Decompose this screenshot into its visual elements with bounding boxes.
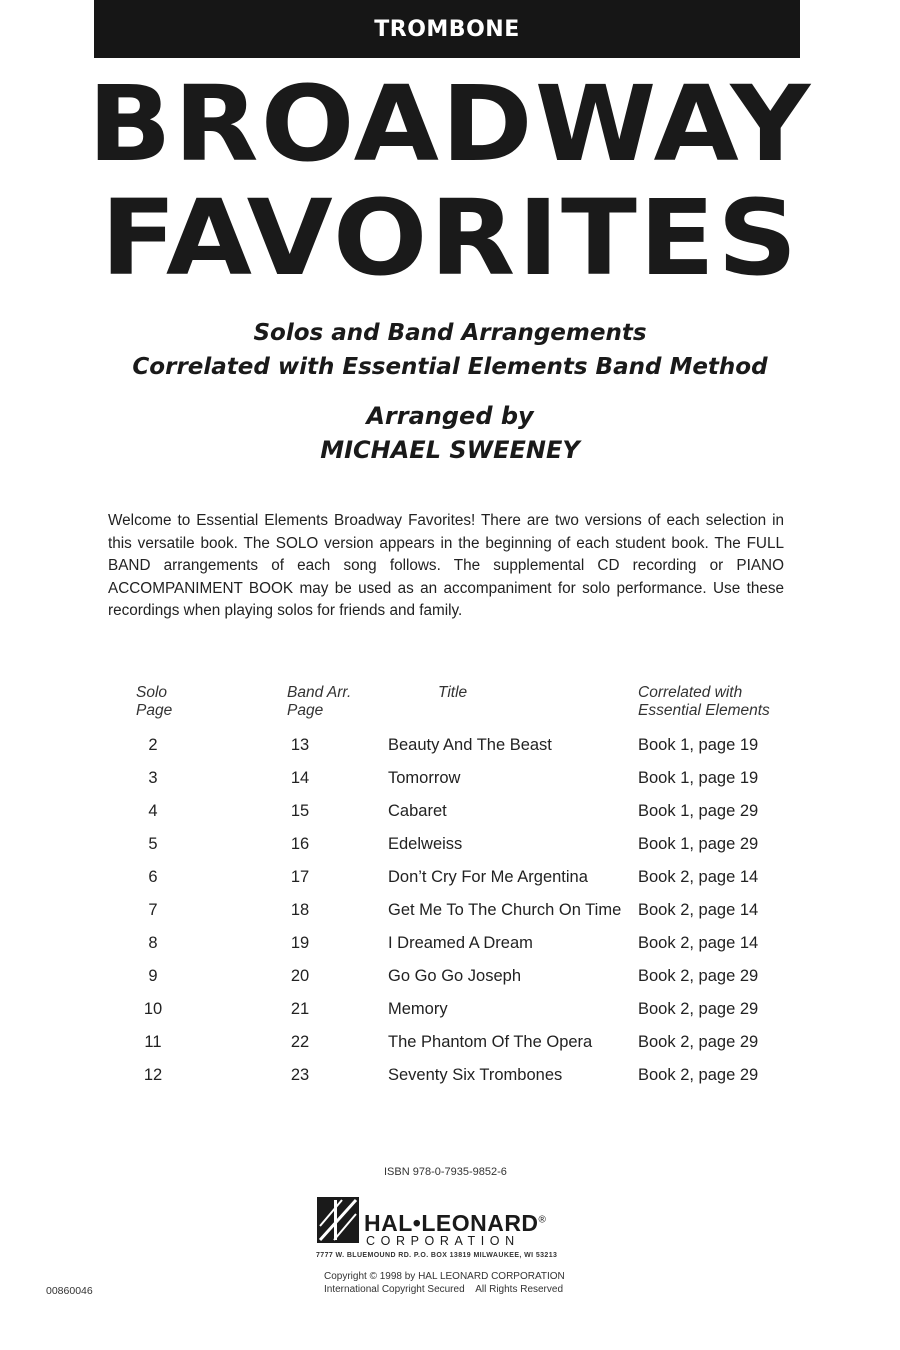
song-title-cell: Memory [388,1000,448,1018]
instrument-banner [94,0,800,58]
song-title-cell: I Dreamed A Dream [388,934,533,952]
band-page-cell: 15 [290,802,310,820]
title-line-2: FAVORITES [100,177,800,299]
table-row [0,934,900,967]
instrument-label: TROMBONE [374,16,520,42]
book-reference-cell: Book 2, page 29 [638,1000,759,1018]
band-page-cell: 16 [290,835,310,853]
header-band-page [287,684,351,720]
table-row [0,1033,900,1066]
header-band-line-2: Page [287,702,324,719]
song-title-cell: Tomorrow [388,769,461,787]
solo-page-cell: 8 [148,934,158,952]
solo-page-cell: 11 [144,1033,162,1051]
song-title-cell: Don’t Cry For Me Argentina [388,868,588,886]
solo-page-cell: 5 [148,835,158,853]
header-book-line-2: Essential Elements [638,702,770,719]
band-page-cell: 17 [290,868,310,886]
table-row [0,967,900,1000]
publisher-name-text: HAL•LEONARD [364,1210,539,1236]
book-reference-cell: Book 2, page 14 [638,901,759,919]
subtitle-line-1: Solos and Band Arrangements [253,320,647,346]
intro-paragraph: Welcome to Essential Elements Broadway Favorites! There are two versions of each selection in this versatile book. The SOLO version appears in the beginning of each student book. The FULL BAND arrangements of each song follows. The supplemental CD recording or PIANO ACCOMPANIMENT BOOK may be used as an accompaniment for solo performance. Use these recordings when playing solos for friends and family. [108,512,784,619]
book-reference-cell: Book 2, page 29 [638,1066,759,1084]
book-reference-cell: Book 1, page 19 [638,769,759,787]
solo-page-cell: 6 [148,868,158,886]
solo-page-cell: 3 [148,769,158,787]
book-reference-cell: Book 2, page 29 [638,1033,759,1051]
band-page-cell: 22 [290,1033,310,1051]
song-title-cell: Go Go Go Joseph [388,967,521,985]
book-reference-cell: Book 2, page 14 [638,868,759,886]
solo-page-cell: 9 [148,967,158,985]
solo-page-cell: 7 [148,901,158,919]
publisher-name [364,1210,546,1237]
isbn: ISBN 978-0-7935-9852-6 [384,1166,507,1178]
publisher-corporation: CORPORATION [366,1234,520,1248]
header-title-line-1: Title [438,684,468,701]
band-page-cell: 21 [290,1000,310,1018]
solo-page-cell: 12 [143,1066,163,1084]
song-title-cell: The Phantom Of The Opera [388,1033,593,1051]
song-title-cell: Edelweiss [388,835,463,853]
hal-leonard-logo-icon [316,1196,360,1244]
copyright-line-1: Copyright © 1998 by HAL LEONARD CORPORATION [324,1271,565,1282]
band-page-cell: 23 [290,1066,310,1084]
book-reference-cell: Book 1, page 29 [638,802,759,820]
header-correlated [638,684,770,720]
table-row [0,1066,900,1099]
header-title [438,684,467,702]
table-row [0,1000,900,1033]
song-title-cell: Get Me To The Church On Time [388,901,622,919]
table-row [0,868,900,901]
band-page-cell: 18 [290,901,310,919]
table-row [0,835,900,868]
band-page-cell: 14 [290,769,310,787]
registered-mark: ® [538,1214,547,1226]
book-reference-cell: Book 2, page 29 [638,967,759,985]
subtitle-line-2: Correlated with Essential Elements Band Method [132,354,768,380]
book-reference-cell: Book 1, page 29 [638,835,759,853]
arranged-by-label: Arranged by [366,402,534,430]
band-page-cell: 20 [290,967,310,985]
band-page-cell: 13 [290,736,310,754]
copyright-line-2: International Copyright Secured All Rights Reserved [324,1284,564,1295]
solo-page-cell: 4 [148,802,158,820]
solo-page-cell: 2 [148,736,158,754]
solo-page-cell: 10 [143,1000,163,1018]
header-band-line-1: Band Arr. [287,684,352,701]
book-reference-cell: Book 1, page 19 [638,736,759,754]
book-reference-cell: Book 2, page 14 [638,934,759,952]
band-page-cell: 19 [290,934,310,952]
copyright-block [324,1270,565,1296]
table-row [0,769,900,802]
header-book-line-1: Correlated with [638,684,743,701]
table-row [0,736,900,769]
publisher-address: 7777 W. BLUEMOUND RD. P.O. BOX 13819 MILWAUKEE, WI 53213 [316,1252,558,1259]
header-solo-line-2: Page [136,702,173,719]
table-row [0,802,900,835]
arranger-name: MICHAEL SWEENEY [320,436,580,464]
song-title-cell: Beauty And The Beast [388,736,552,754]
catalog-number: 00860046 [46,1285,93,1297]
header-solo-page [136,684,172,720]
table-row [0,901,900,934]
title-line-1: BROADWAY [87,63,813,185]
header-solo-line-1: Solo [136,684,168,701]
song-title-cell: Cabaret [388,802,447,820]
song-title-cell: Seventy Six Trombones [388,1066,563,1084]
